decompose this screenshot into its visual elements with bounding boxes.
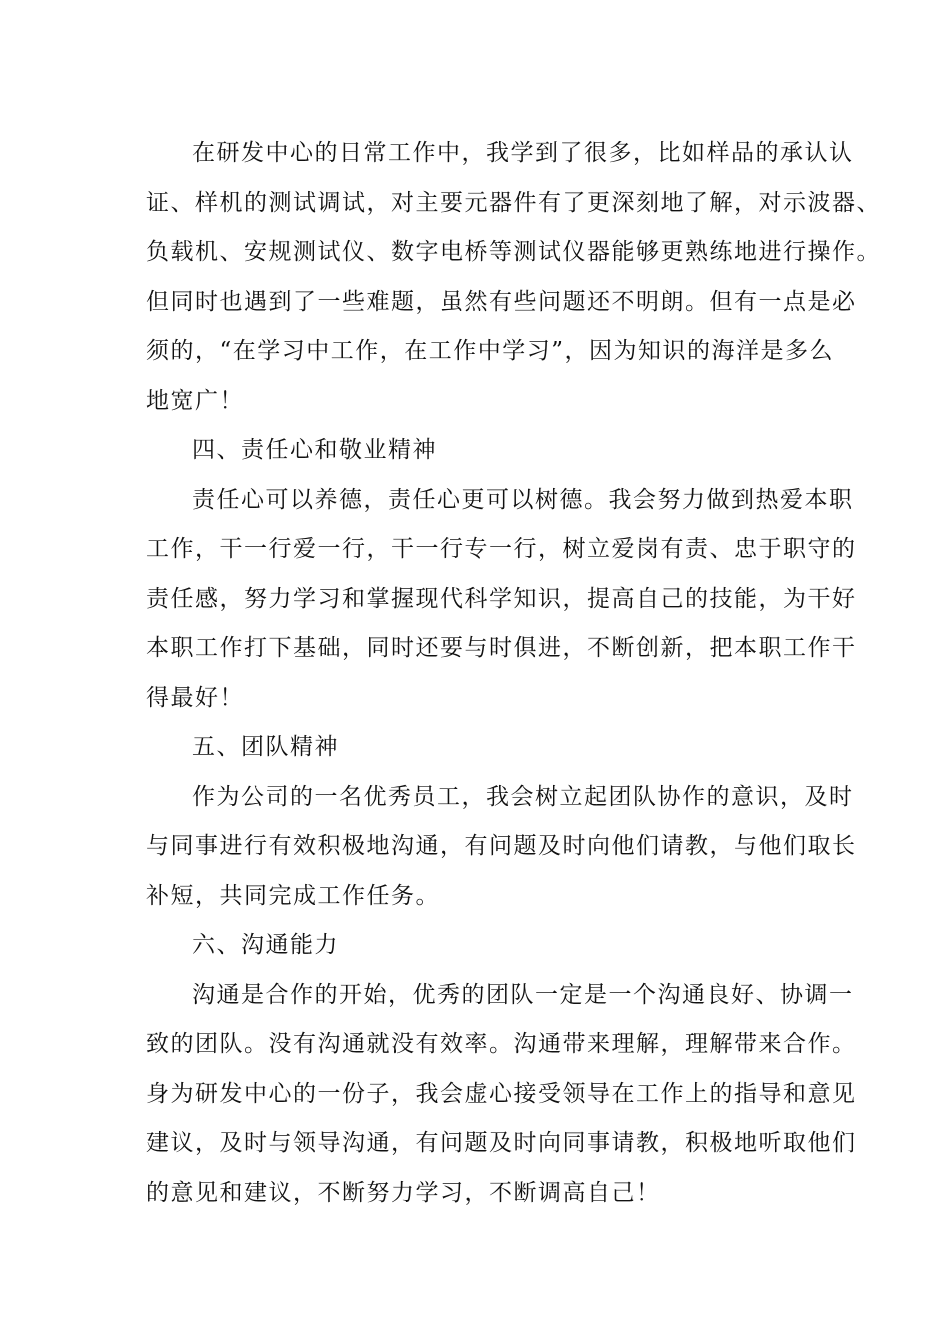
paragraph-line: 的意见和建议，不断努力学习，不断调高自己！	[146, 1179, 661, 1206]
section-heading: 五、团队精神	[192, 734, 339, 760]
paragraph-line: 负载机、安规测试仪、数字电桥等测试仪器能够更熟练地进行操作。	[146, 239, 881, 265]
paragraph-line: 作为公司的一名优秀员工，我会树立起团队协作的意识，及时	[192, 783, 854, 810]
paragraph-line: 致的团队。没有沟通就没有效率。沟通带来理解，理解带来合作。	[146, 1031, 857, 1057]
paragraph-line: 建议，及时与领导沟通，有问题及时向同事请教，积极地听取他们	[146, 1130, 857, 1156]
paragraph-line: 证、样机的测试调试，对主要元器件有了更深刻地了解，对示波器、	[146, 189, 881, 216]
paragraph-line: 但同时也遇到了一些难题，虽然有些问题还不明朗。但有一点是必	[146, 288, 857, 315]
section-heading: 四、责任心和敬业精神	[192, 437, 437, 463]
paragraph-line: 补短，共同完成工作任务。	[146, 882, 440, 909]
paragraph-line: 须的，“在学习中工作，在工作中学习”，因为知识的海洋是多么	[146, 338, 835, 364]
paragraph-line: 与同事进行有效积极地沟通，有问题及时向他们请教，与他们取长	[146, 833, 857, 859]
paragraph-line: 沟通是合作的开始，优秀的团队一定是一个沟通良好、协调一	[192, 981, 854, 1008]
paragraph-line: 身为研发中心的一份子，我会虚心接受领导在工作上的指导和意见	[146, 1080, 857, 1107]
paragraph-line: 地宽广！	[146, 387, 244, 414]
paragraph-line: 工作，干一行爱一行，干一行专一行，树立爱岗有责、忠于职守的	[146, 536, 857, 562]
paragraph-line: 责任心可以养德，责任心更可以树德。我会努力做到热爱本职	[192, 486, 854, 513]
paragraph-line: 在研发中心的日常工作中，我学到了很多，比如样品的承认认	[192, 140, 854, 166]
paragraph-line: 得最好！	[146, 684, 244, 711]
paragraph-line: 责任感，努力学习和掌握现代科学知识，提高自己的技能，为干好	[146, 585, 857, 612]
document-body	[146, 129, 881, 1218]
paragraph-line: 本职工作打下基础，同时还要与时俱进，不断创新，把本职工作干	[146, 635, 857, 661]
section-heading: 六、沟通能力	[192, 932, 339, 958]
